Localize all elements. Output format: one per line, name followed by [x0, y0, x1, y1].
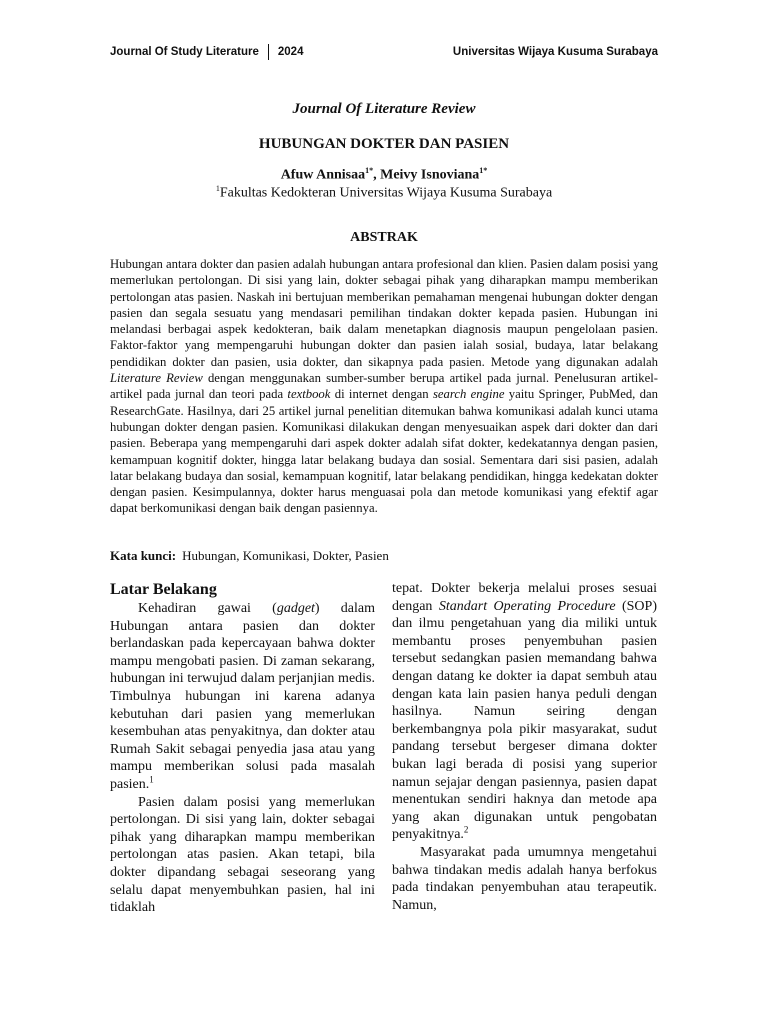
abstract-text-segment: yaitu Springer, PubMed, dan ResearchGate. Hasilnya, dari 25 artikel jurnal penelitian ditemukan bahwa komunikasi adalah kunci utama hubungan dokter dengan pasien. Komunikasi dilakukan dengan menyesuaikan aspek dari dokter dan dari pasien. Beberapa yang mempengaruhi dari aspek dokter adalah sifat dokter, kedekatannya dengan pasien, kemampuan kognitif dokter, hingga latar belakang budaya dan sosial. Sementara dari sisi pasien, adalah latar belakang budaya dan sosial, kemampuan kognitif, latar belakang pendidikan, hingga kedekatan dokter dengan pasien. Kesimpulannya, dokter harus menguasai pola dan metode komunikasi yang efektif agar dapat berkomunikasi dengan baik dengan pasiennya. [110, 387, 658, 516]
abstract-text-segment: Hubungan antara dokter dan pasien adalah hubungan antara profesional dan klien. Pasien dalam posisi yang memerlukan pertolongan. Di sisi yang lain, dokter sebagai pihak yang diharapkan mampu memberikan pertolongan atas pasien. Naskah ini bertujuan memberikan pemahaman mengenai hubungan dokter dengan pasien dan segala sesuatu yang mendasari pemilihan tindakan dokter kepada pasien. Hubungan ini melandasi berbagai aspek kedokteran, baik dalam menetapkan diagnosis maupun pengelolaan pasien. Faktor-faktor yang mempengaruhi hubungan dokter dan pasien ialah sosial, budaya, latar belakang pendidikan dokter dan pasien, usia dokter, dan sikapnya pada pasien. Metode yang digunakan adalah [110, 257, 658, 369]
abstract-text-segment: dengan menggunakan sumber-sumber berupa artikel pada jurnal. Penelusuran artikel-artikel pada jurnal dan teori pada [110, 371, 658, 402]
abstract-heading: ABSTRAK [350, 230, 418, 245]
body-column-left [110, 580, 375, 917]
affiliation [0, 184, 768, 202]
body-paragraph [110, 794, 375, 917]
paragraph-text: Pasien dalam posisi yang memerlukan pertolongan. Di sisi yang lain, dokter sebagai pihak yang diharapkan mampu memberikan pertolongan atas pasien. Akan tetapi, bila dokter dipandang sebagai seseorang yang selalu dapat menyembuhkan pasien, hal ini tidaklah [110, 794, 375, 916]
author-affiliation-mark: 1* [479, 166, 488, 175]
author-name: Afuw Annisaa [280, 167, 366, 183]
paper-title: HUBUNGAN DOKTER DAN PASIEN [258, 136, 510, 152]
body-column-right [392, 580, 657, 914]
paragraph-text: ) dalam Hubungan antara pasien dan dokter berlandaskan pada kepercayaan bahwa dokter mampu mengobati pasien. Di zaman sekarang, hubungan ini terwujud dalam perjanjian medis. Timbulnya hubungan ini karena adanya kebutuhan dari pasien yang memerlukan kesembuhan atas penyakitnya, dan dokter atau Rumah Sakit sebagai penyedia jasa atau yang mampu memberikan solusi pada masalah pasien. [110, 601, 375, 792]
affiliation-mark: 1 [215, 184, 220, 193]
running-header [110, 42, 658, 62]
abstract-text [110, 256, 658, 517]
body-paragraph [392, 844, 657, 914]
author-list [0, 166, 768, 184]
abstract-italic-term: search engine [432, 387, 505, 402]
keywords-value: Hubungan, Komunikasi, Dokter, Pasien [182, 548, 389, 563]
author-affiliation-mark: 1* [365, 166, 374, 175]
body-paragraph [392, 580, 657, 844]
italic-term: Standart Operating Procedure [438, 598, 616, 614]
abstract-italic-term: Literature Review [110, 371, 203, 386]
paragraph-text: tepat. Dokter bekerja melalui proses sesuai dengan [392, 581, 657, 614]
keywords [110, 548, 658, 564]
journal-name: Journal Of Literature Review [292, 101, 476, 117]
keywords-label: Kata kunci: [110, 548, 177, 563]
section-heading: Latar Belakang [110, 581, 217, 598]
abstract-italic-term: textbook [287, 387, 331, 402]
citation-ref: 1 [149, 774, 154, 785]
running-header-left [110, 44, 303, 60]
affiliation-text: Fakultas Kedokteran Universitas Wijaya Kusuma Surabaya [219, 185, 553, 201]
body-paragraph [110, 600, 375, 794]
header-divider [268, 44, 269, 60]
paragraph-text: (SOP) dan ilmu pengetahuan yang dia miliki untuk membantu proses penyembuhan pasien tersebut sedangkan pasien memandang bahwa dengan datang ke dokter ia dapat sembuh atau dengan kata lain pasien hanya peduli dengan hasilnya. Namun seiring dengan berkembangnya pola pikir masyarakat, sudut pandang tersebut bergeser dimana dokter bukan lagi berada di posisi yang superior namun sejajar dengan pasiennya, pasien dapat menentukan sendiri haknya dan metode apa yang akan digunakan untuk pengobatan penyakitnya. [392, 598, 657, 843]
paragraph-text: Kehadiran gawai ( [138, 601, 277, 616]
abstract-text-segment: di internet dengan [330, 387, 433, 402]
publication-year: 2024 [277, 46, 304, 58]
journal-short-title: Journal Of Study Literature [110, 46, 259, 58]
citation-ref: 2 [463, 824, 469, 835]
author-separator: , [373, 167, 381, 183]
paragraph-text: Masyarakat pada umumnya mengetahui bahwa tindakan medis adalah hanya berfokus pada tindakan penyembuhan atau terapeutik. Namun, [392, 844, 657, 913]
italic-term: gadget [276, 601, 315, 616]
author-name: Meivy Isnoviana [380, 167, 480, 183]
institution-name: Universitas Wijaya Kusuma Surabaya [452, 46, 658, 58]
